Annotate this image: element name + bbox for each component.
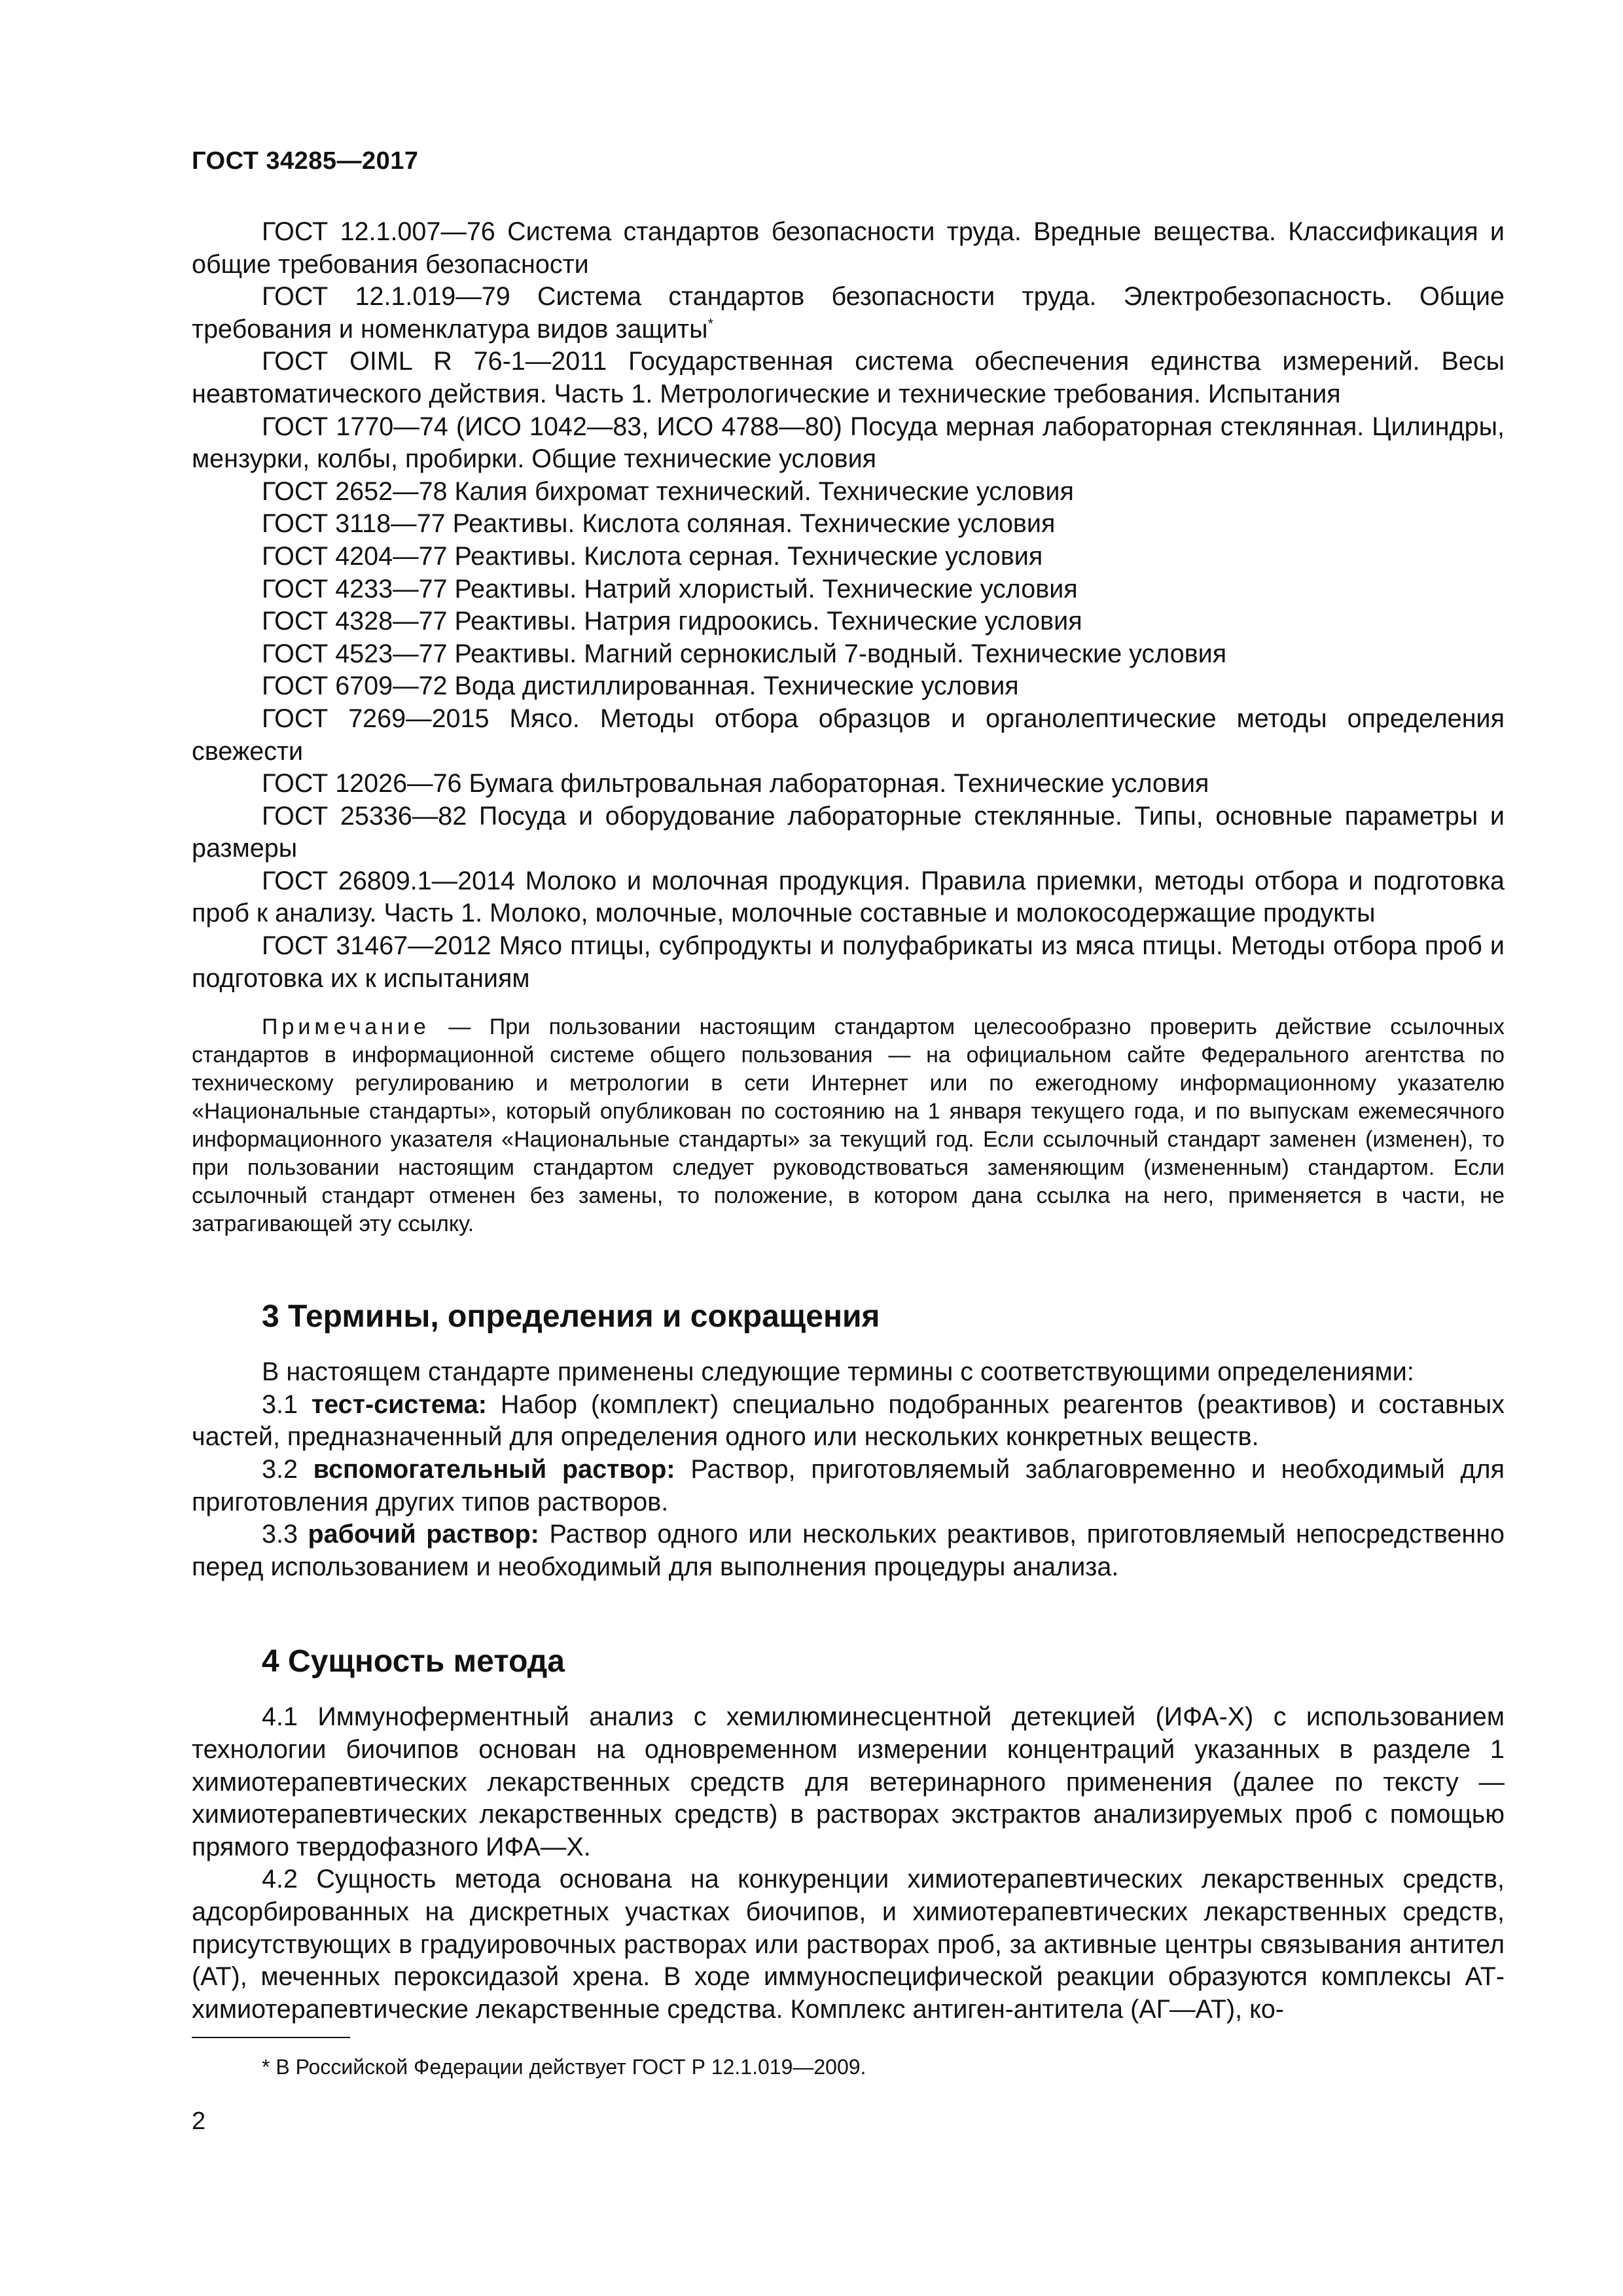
ref-item: ГОСТ 12026—76 Бумага фильтровальная лабораторная. Технические условия bbox=[262, 769, 1209, 798]
ref-item: ГОСТ OIML R 76-1—2011 Государственная система обеспечения единства измерений. Весы неавтоматического действия. Часть 1. Метрологические и технические требования. Испытания bbox=[192, 347, 1505, 408]
ref-item: ГОСТ 26809.1—2014 Молоко и молочная продукция. Правила приемки, методы отбора и подготовка проб к анализу. Часть 1. Молоко, молочные, молочные составные и молокосодержащие продукты bbox=[192, 866, 1505, 928]
footnote-divider bbox=[192, 2037, 350, 2038]
term-definition: Раствор одного или нескольких реактивов, приготовляемый непосредственно перед использованием и необходимый для выполнения процедуры анализа. bbox=[192, 1520, 1505, 1581]
ref-item: ГОСТ 7269—2015 Мясо. Методы отбора образцов и органолептические методы определения свежести bbox=[192, 704, 1505, 766]
ref-item: ГОСТ 2652—78 Калия бихромат технический. Технические условия bbox=[262, 476, 1074, 506]
term-number: 3.2 bbox=[262, 1455, 313, 1484]
page-content bbox=[192, 216, 1505, 2026]
ref-item: ГОСТ 3118—77 Реактивы. Кислота соляная. Технические условия bbox=[262, 509, 1056, 539]
ref-item-text: ГОСТ 12.1.019—79 Система стандартов безопасности труда. Электробезопасность. Общие требования и номенклатура видов защиты bbox=[192, 282, 1505, 344]
section-3-intro: В настоящем стандарте применены следующие термины с соответствующими определениями: bbox=[262, 1357, 1414, 1387]
section-4-p1: 4.1 Иммуноферментный анализ с хемилюминесцентной детекцией (ИФА-Х) с использованием технологии биочипов основан на одновременном измерении концентраций указанных в разделе 1 химиотерапевтических лекарственных средств для ветеринарного применения (далее по тексту — химиотерапевтических лекарственных средств) в растворах экстрактов анализируемых проб с помощью прямого твердофазного ИФА—Х. bbox=[192, 1702, 1505, 1861]
term-definition: Раствор, приготовляемый заблаговременно и необходимый для приготовления других типов растворов. bbox=[192, 1455, 1505, 1516]
term-number: 3.1 bbox=[262, 1390, 312, 1419]
ref-item: ГОСТ 4204—77 Реактивы. Кислота серная. Технические условия bbox=[262, 541, 1043, 571]
section-4-title: 4 Сущность метода bbox=[262, 1644, 565, 1679]
term-definition: Набор (комплект) специально подобранных реагентов (реактивов) и составных частей, предназначенный для определения одного или нескольких конкретных веществ. bbox=[192, 1390, 1505, 1452]
term-name: тест-система: bbox=[311, 1390, 487, 1419]
section-3-title: 3 Термины, определения и сокращения bbox=[262, 1299, 880, 1335]
term-name: вспомогательный раствор: bbox=[313, 1455, 675, 1484]
note-text: — При пользовании настоящим стандартом целесообразно проверить действие ссылочных стандартов в информационной системе общего пользования — на официальном сайте Федерального агентства по техническому регулированию и метрологии в сети Интернет или по ежегодному информационному указателю «Национальные стандарты», который опубликован по состоянию на 1 января текущего года, и по выпускам ежемесячного информационного указателя «Национальные стандарты» за текущий год. Если ссылочный стандарт заменен (изменен), то при пользовании настоящим стандартом следует руководствоваться заменяющим (измененным) стандартом. Если ссылочный стандарт отменен без замены, то положение, в котором дана ссылка на него, применяется в части, не затрагивающей эту ссылку. bbox=[192, 1014, 1505, 1237]
page-header: ГОСТ 34285—2017 bbox=[192, 147, 419, 175]
term-name: рабочий раствор: bbox=[308, 1520, 539, 1549]
ref-item: ГОСТ 4233—77 Реактивы. Натрий хлористый. Технические условия bbox=[262, 574, 1078, 603]
ref-item bbox=[192, 281, 1505, 346]
page-number: 2 bbox=[192, 2108, 206, 2135]
ref-item: ГОСТ 31467—2012 Мясо птицы, субпродукты и полуфабрикаты из мяса птицы. Методы отбора проб и подготовка их к испытаниям bbox=[192, 931, 1505, 993]
footnote: * В Российской Федерации действует ГОСТ Р 12.1.019—2009. bbox=[262, 2055, 866, 2079]
footnote-mark: * bbox=[707, 315, 714, 332]
ref-item: ГОСТ 4328—77 Реактивы. Натрия гидроокись. Технические условия bbox=[262, 607, 1082, 636]
ref-item: ГОСТ 4523—77 Реактивы. Магний сернокислый 7-водный. Технические условия bbox=[262, 639, 1227, 668]
note-paragraph bbox=[192, 1013, 1505, 1238]
section-4-p2: 4.2 Сущность метода основана на конкуренции химиотерапевтических лекарственных средств, адсорбированных на дискретных участках биочипов, и химиотерапевтических лекарственных средств, присутствующих в градуировочных растворах или растворах проб, за активные центры связывания антител (АТ), меченных пероксидазой хрена. В ходе иммуноспецифической реакции образуются комплексы АТ-химиотерапевтические лекарственные средства. Комплекс антиген-антитела (АГ—АТ), ко- bbox=[192, 1865, 1505, 2024]
term-number: 3.3 bbox=[262, 1520, 308, 1549]
term-3-3 bbox=[192, 1518, 1505, 1583]
ref-item: ГОСТ 25336—82 Посуда и оборудование лабораторные стеклянные. Типы, основные параметры и размеры bbox=[192, 801, 1505, 863]
term-3-1 bbox=[192, 1389, 1505, 1454]
ref-item: ГОСТ 12.1.007—76 Система стандартов безопасности труда. Вредные вещества. Классификация и общие требования безопасности bbox=[192, 217, 1505, 279]
term-3-2 bbox=[192, 1454, 1505, 1518]
ref-item: ГОСТ 6709—72 Вода дистиллированная. Технические условия bbox=[262, 672, 1019, 701]
ref-item: ГОСТ 1770—74 (ИСО 1042—83, ИСО 4788—80) Посуда мерная лабораторная стеклянная. Цилиндры, мензурки, колбы, пробирки. Общие технические условия bbox=[192, 412, 1505, 474]
note-label: Примечание bbox=[262, 1014, 430, 1040]
